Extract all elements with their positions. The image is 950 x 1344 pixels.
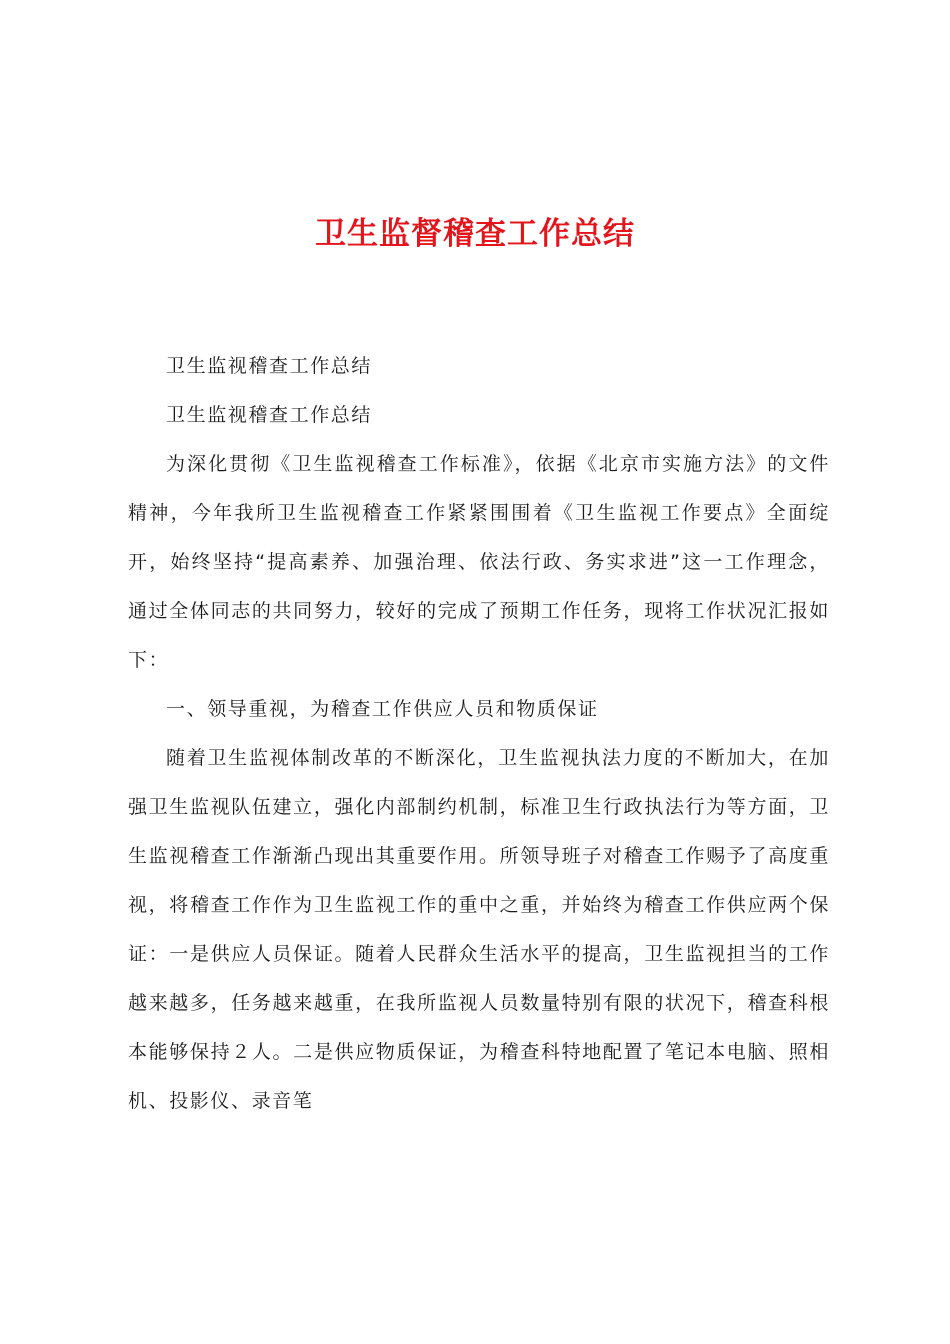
paragraph-intro: 为深化贯彻《卫生监视稽查工作标准》，依据《北京市实施方法》的文件精神，今年我所卫生监视稽查工作紧紧围围着《卫生监视工作要点》全面绽开，始终坚持“提高素养、加强治理、依法行政、务实求进”这一工作理念，通过全体同志的共同努力，较好的完成了预期工作任务，现将工作状况汇报如下： bbox=[128, 453, 830, 671]
document-title: 卫生监督稽查工作总结 bbox=[315, 216, 635, 252]
section-heading-1: 一、领导重视，为稽查工作供应人员和物质保证 bbox=[166, 698, 599, 720]
paragraph-subtitle-1: 卫生监视稽查工作总结 bbox=[166, 355, 373, 377]
paragraph-section-1: 随着卫生监视体制改革的不断深化，卫生监视执法力度的不断加大，在加强卫生监视队伍建立，强化内部制约机制，标准卫生行政执法行为等方面，卫生监视稽查工作渐渐凸现出其重要作用。所领导班子对稽查工作赐予了高度重视，将稽查工作作为卫生监视工作的重中之重，并始终为稽查工作供应两个保证：一是供应人员保证。随着人民群众生活水平的提高，卫生监视担当的工作越来越多，任务越来越重，在我所监视人员数量特别有限的状况下，稽查科根本能够保持２人。二是供应物质保证，为稽查科特地配置了笔记本电脑、照相机、投影仪、录音笔 bbox=[128, 747, 830, 1112]
document-body bbox=[128, 342, 830, 1126]
paragraph-subtitle-2: 卫生监视稽查工作总结 bbox=[166, 404, 373, 426]
